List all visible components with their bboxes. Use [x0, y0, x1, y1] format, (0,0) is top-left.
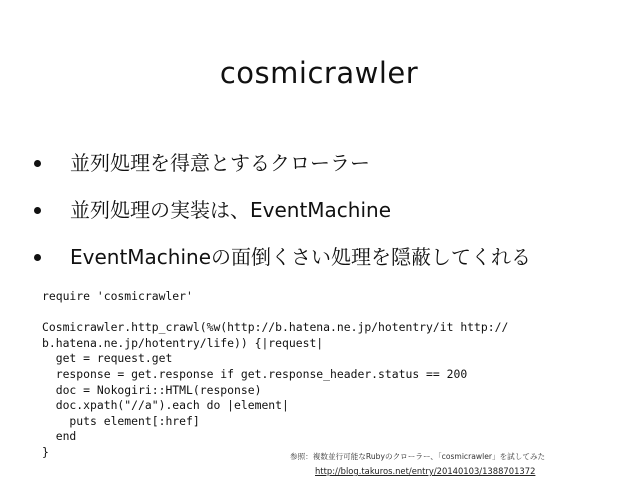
bullet-text: 並列処理の実装は、EventMachine: [70, 198, 392, 222]
bullet-text: 並列処理を得意とするクローラー: [70, 151, 370, 175]
code-block: require 'cosmicrawler' Cosmicrawler.http_crawl(%w(http://b.hatena.ne.jp/hotentry/it http:// b.hatena.ne.jp/hotentry/life)) {|request| get = request.get response = get.response if get.response_header.status == 200 doc = Nokogiri::HTML(response) doc.xpath("//a").each do |element| puts element[:href] end }: [42, 289, 509, 459]
bullet-dot-icon: [34, 207, 41, 214]
bullet-item: [34, 148, 531, 195]
bullet-item: [34, 242, 531, 289]
bullet-dot-icon: [34, 254, 41, 261]
bullet-text: EventMachineの面倒くさい処理を隠蔽してくれる: [70, 245, 532, 269]
slide-title: cosmicrawler: [219, 56, 419, 90]
footnote-reference: 参照：複数並行可能なRubyのクローラー、「cosmicrawler」を試してみた: [290, 452, 546, 461]
footnote-link[interactable]: http://blog.takuros.net/entry/20140103/1388701372: [315, 466, 536, 476]
bullet-list: [34, 148, 531, 289]
bullet-dot-icon: [34, 160, 41, 167]
bullet-item: [34, 195, 531, 242]
